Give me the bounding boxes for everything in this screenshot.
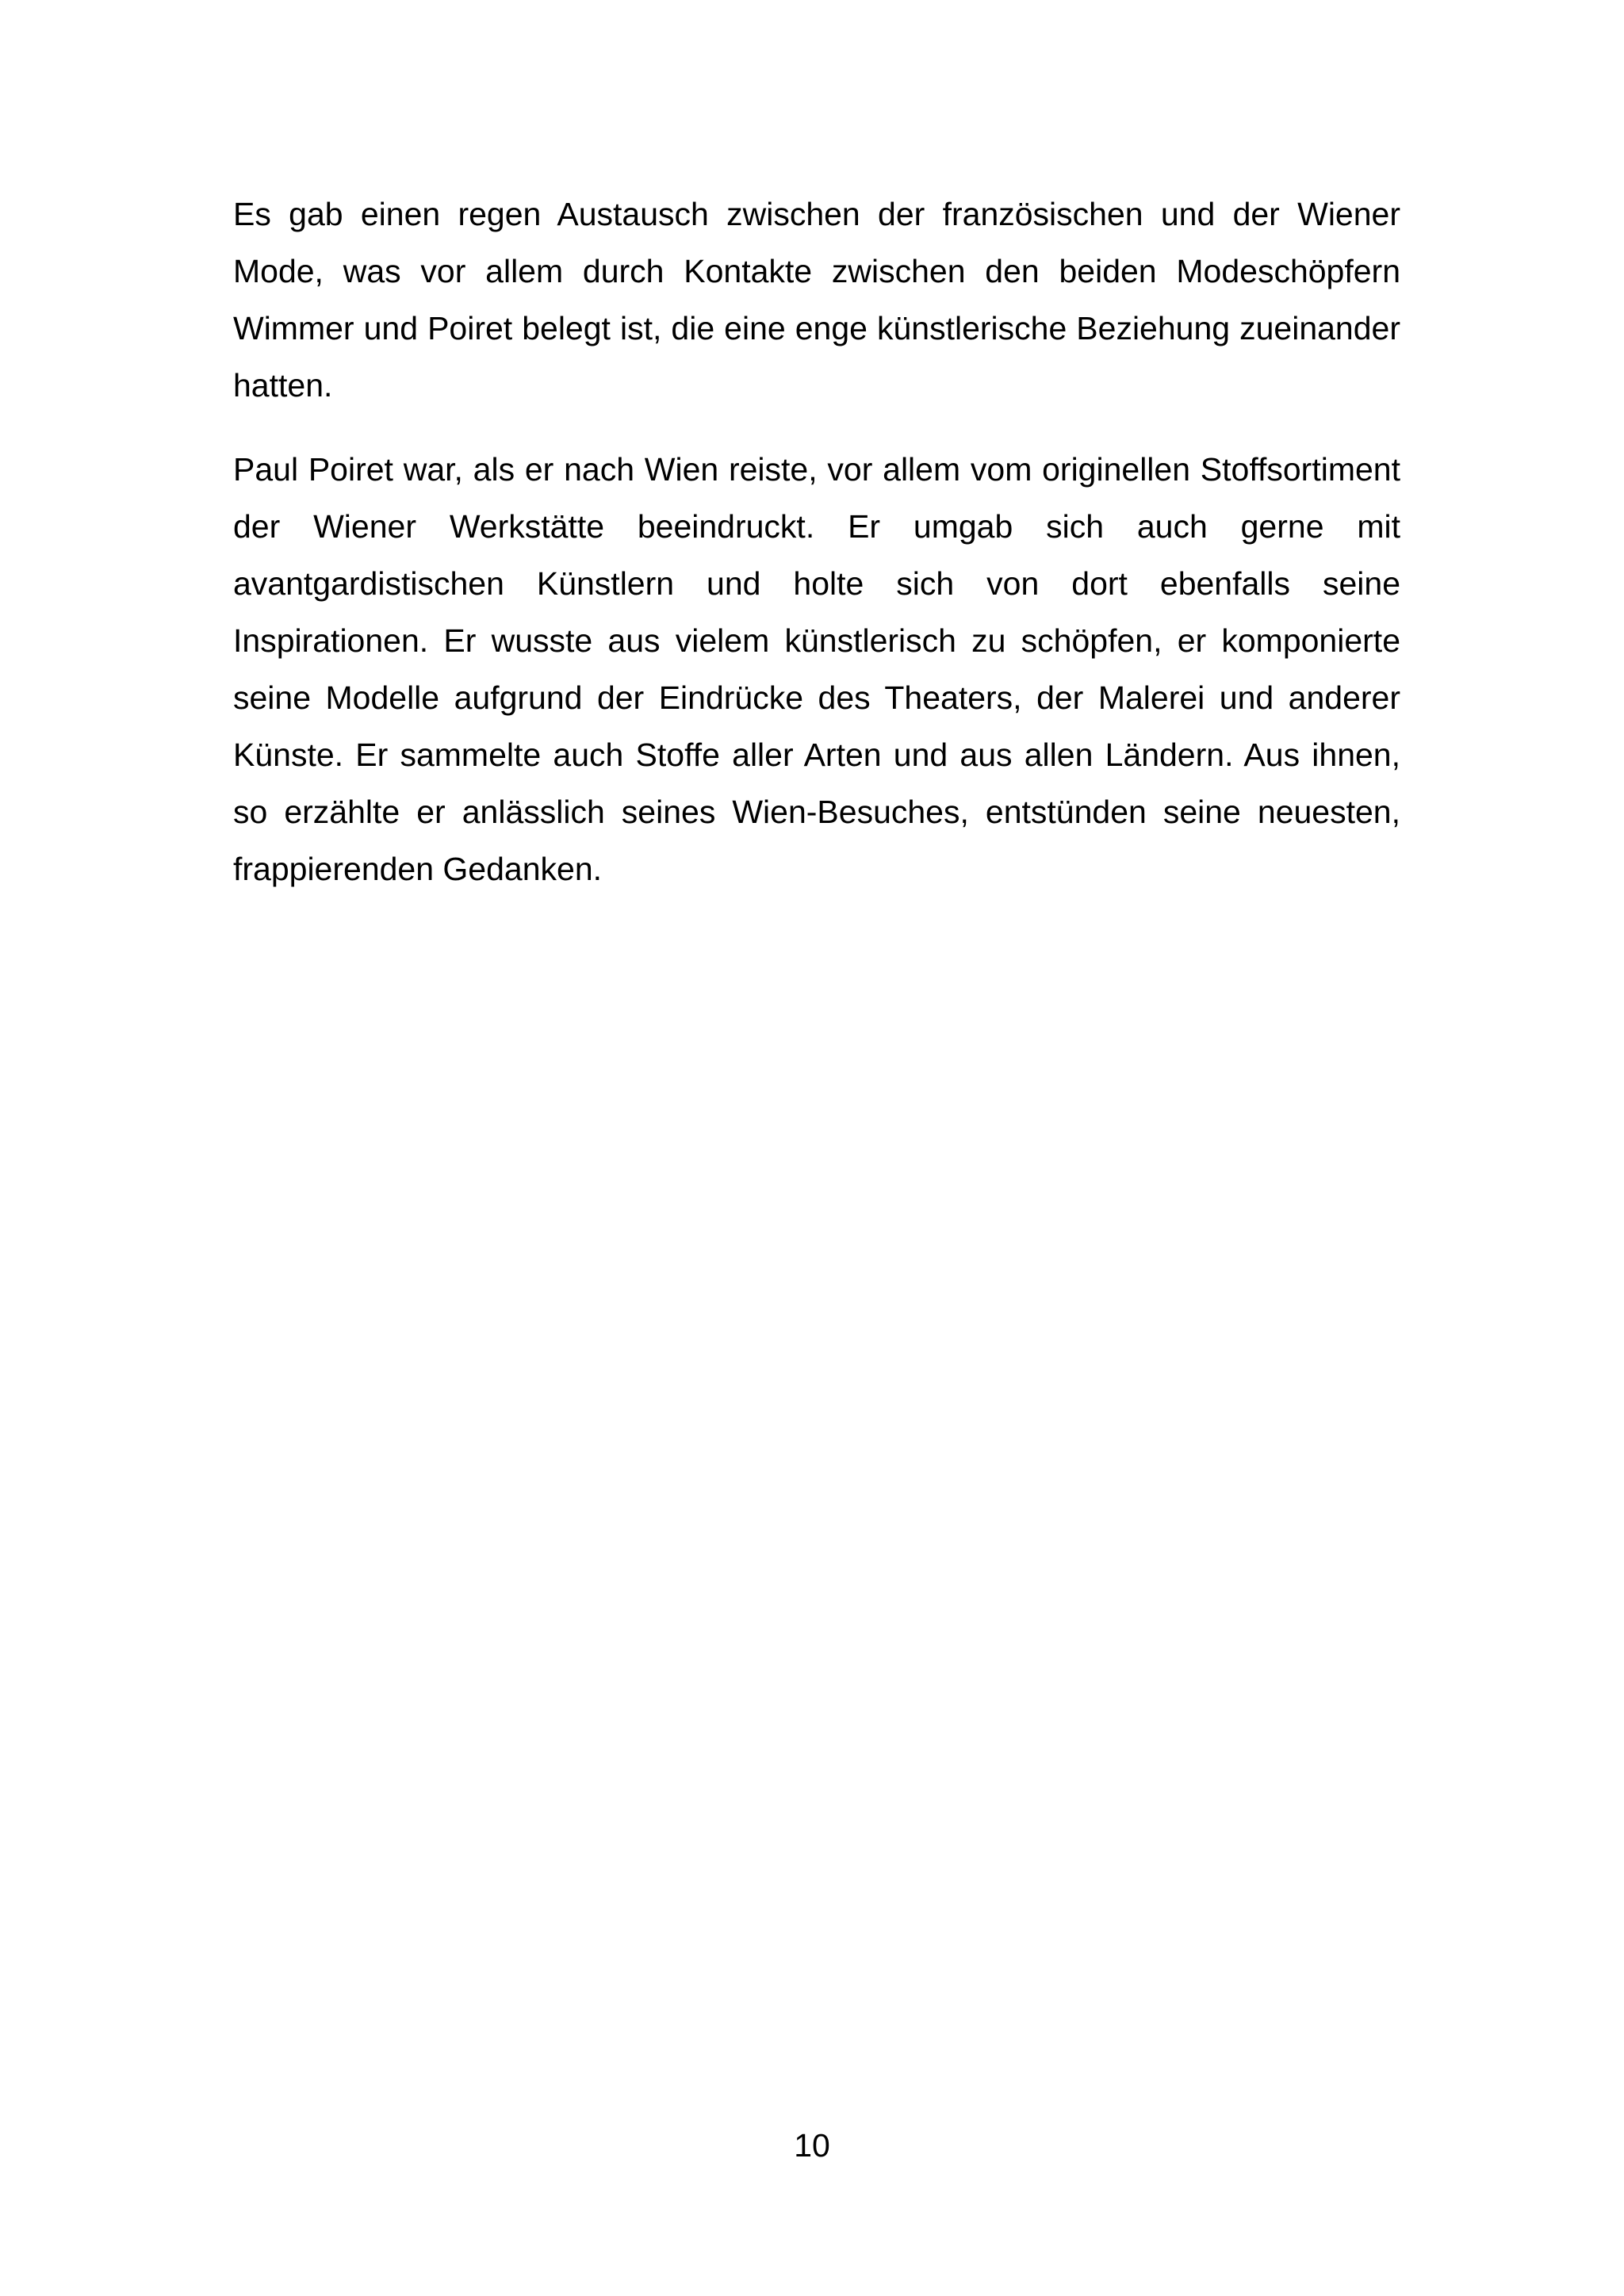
page-number: 10 — [794, 2127, 830, 2164]
paragraph-1: Es gab einen regen Austausch zwischen der französischen und der Wiener Mode, was vor allem durch Kontakte zwischen den beiden Modeschöpfern Wimmer und Poiret belegt ist, die eine enge künstlerische Beziehung zueinander hatten. — [233, 196, 1400, 404]
paragraph-2: Paul Poiret war, als er nach Wien reiste, vor allem vom originellen Stoffsortiment der Wiener Werkstätte beeindruckt. Er umgab sich auch gerne mit avantgardistischen Künstlern und holte sich von dort ebenfalls seine Inspirationen. Er wusste aus vielem künstlerisch zu schöpfen, er komponierte seine Modelle aufgrund der Eindrücke des Theaters, der Malerei und anderer Künste. Er sammelte auch Stoffe aller Arten und aus allen Ländern. Aus ihnen, so erzählte er anlässlich seines Wien-Besuches, entstünden seine neuesten, frappierenden Gedanken. — [233, 451, 1400, 887]
body-text — [233, 186, 1400, 924]
